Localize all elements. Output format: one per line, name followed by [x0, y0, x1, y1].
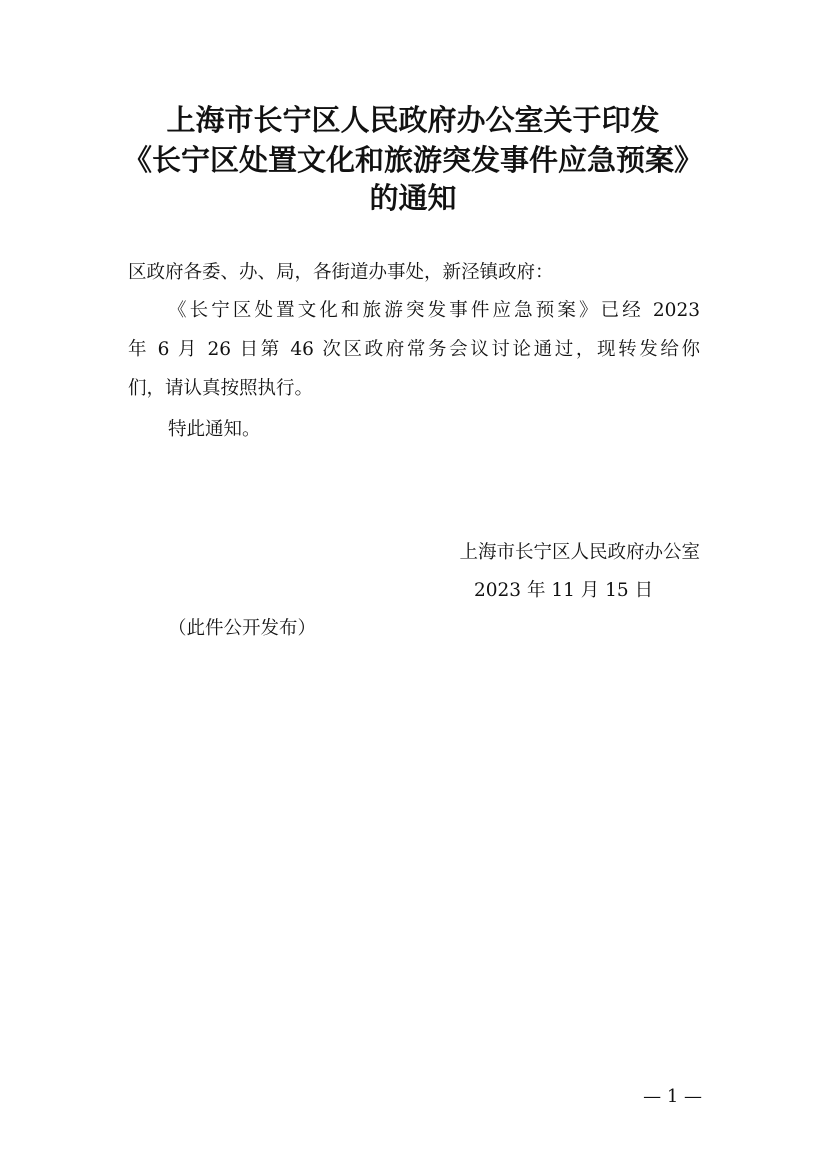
closing-remark: 特此通知。 — [168, 419, 261, 440]
signature-organization: 上海市长宁区人民政府办公室 — [459, 542, 700, 563]
document-title-line-2: 《长宁区处置文化和旅游突发事件应急预案》 — [122, 143, 703, 177]
document-title-line-1: 上海市长宁区人民政府办公室关于印发 — [166, 103, 660, 137]
body-line-1: 《长宁区处置文化和旅游突发事件应急预案》已经 2023 — [168, 300, 700, 321]
signature-date: 2023 年 11 月 15 日 — [474, 580, 654, 601]
addressee: 区政府各委、办、局，各街道办事处，新泾镇政府： — [128, 262, 554, 283]
body-line-2: 年 6 月 26 日第 46 次区政府常务会议讨论通过，现转发给你 — [128, 339, 700, 360]
page-number: — 1 — — [643, 1086, 702, 1107]
body-line-3: 们，请认真按照执行。 — [128, 378, 314, 399]
publish-notice: （此件公开发布） — [168, 618, 317, 639]
document-title-line-3: 的通知 — [369, 181, 457, 215]
